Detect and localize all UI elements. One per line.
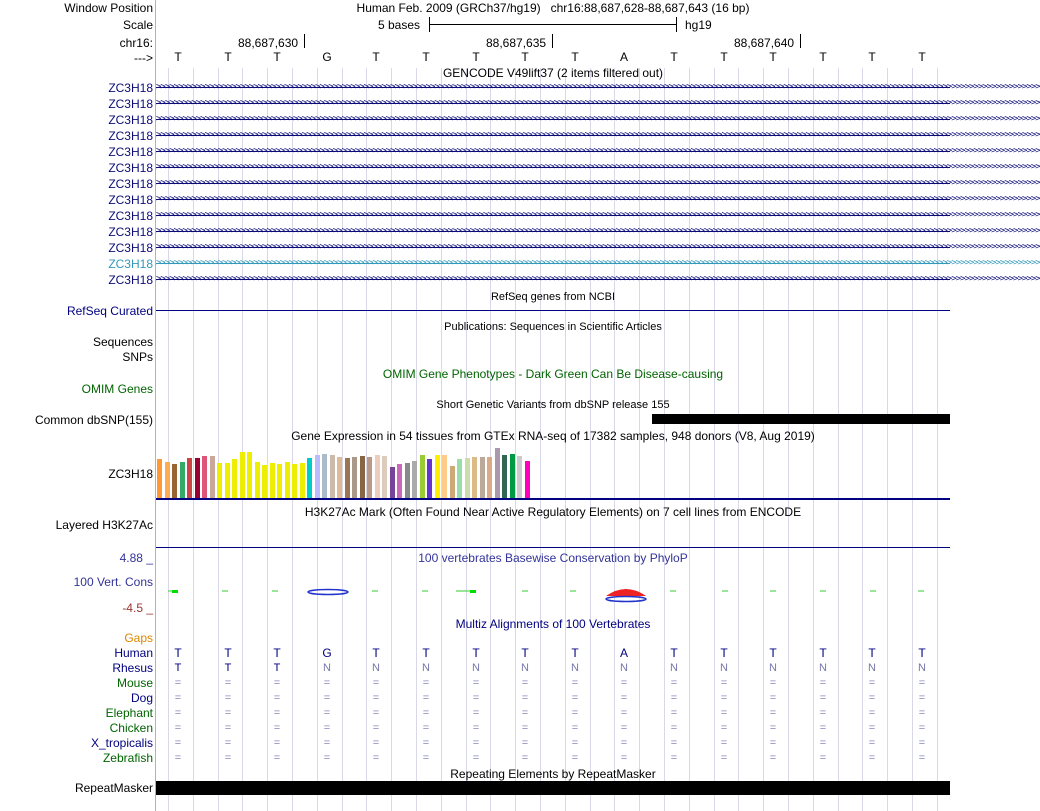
gencode-item-label[interactable]: ZC3H18 — [108, 273, 153, 287]
strand-arrows-icon: >>>>>>>>>>>>>>>>>>>>>>>>>>>>>>>>>>>>>>>>>>>>>>>>>>>>>>>>>>>>>>>>>>>>>>>>>>>>>>>>>>>>>>>>>>>>>>>>>>>>>>>>>>>>>>>>>>>>>>>>>>>>>>>>>>>>>>>>>>>>>>>>>>>>>>>>>>>>>>>>>>>>>>>>>>>>>>>>>>>>>>>>>>>>>>>>>>>>>>>> — [156, 130, 1040, 140]
alignment-base: = — [769, 677, 777, 689]
alignment-base: N — [918, 662, 926, 674]
alignment-base: = — [273, 677, 281, 689]
base-letter: G — [322, 50, 332, 64]
gtex-tissue-bar[interactable] — [187, 458, 192, 498]
phylop-peak-2 — [470, 590, 476, 593]
strand-label: ---> — [134, 51, 153, 65]
alignment-base: = — [521, 707, 529, 719]
strand-arrows-icon: >>>>>>>>>>>>>>>>>>>>>>>>>>>>>>>>>>>>>>>>>>>>>>>>>>>>>>>>>>>>>>>>>>>>>>>>>>>>>>>>>>>>>>>>>>>>>>>>>>>>>>>>>>>>>>>>>>>>>>>>>>>>>>>>>>>>>>>>>>>>>>>>>>>>>>>>>>>>>>>>>>>>>>>>>>>>>>>>>>>>>>>>>>>>>>>>>>>>>>>> — [156, 82, 1040, 92]
base-letter: A — [619, 50, 628, 64]
gtex-tissue-bar[interactable] — [232, 459, 237, 498]
alignment-base: N — [571, 662, 579, 674]
scale-assembly: hg19 — [685, 18, 712, 32]
dbsnp-track-title: Short Genetic Variants from dbSNP release 155 — [436, 399, 670, 411]
alignment-base: T — [720, 646, 728, 660]
gtex-tissue-bar[interactable] — [225, 463, 230, 498]
alignment-base: = — [472, 707, 480, 719]
h3k27ac-track-label[interactable]: Layered H3K27Ac — [55, 518, 153, 532]
alignment-base: = — [819, 707, 827, 719]
gtex-tissue-bar[interactable] — [172, 464, 177, 498]
multiz-species-label[interactable]: Dog — [130, 691, 153, 705]
base-letter: T — [868, 50, 876, 64]
base-letter: T — [918, 50, 926, 64]
alignment-base: = — [670, 722, 678, 734]
phylop-track-title: 100 vertebrates Basewise Conservation by PhyloP — [418, 551, 688, 565]
gtex-tissue-bar[interactable] — [285, 462, 290, 498]
gtex-tissue-bar[interactable] — [420, 455, 425, 498]
gtex-tissue-bar[interactable] — [412, 461, 417, 498]
alignment-base: = — [868, 692, 876, 704]
scale-bar-right-tick — [676, 17, 677, 32]
strand-arrows-icon: >>>>>>>>>>>>>>>>>>>>>>>>>>>>>>>>>>>>>>>>>>>>>>>>>>>>>>>>>>>>>>>>>>>>>>>>>>>>>>>>>>>>>>>>>>>>>>>>>>>>>>>>>>>>>>>>>>>>>>>>>>>>>>>>>>>>>>>>>>>>>>>>>>>>>>>>>>>>>>>>>>>>>>>>>>>>>>>>>>>>>>>>>>>>>>>>>>>>>>>> — [156, 274, 1040, 284]
gtex-tissue-bar[interactable] — [202, 456, 207, 498]
coord-tick-mark-2 — [552, 34, 553, 48]
alignment-base: = — [720, 752, 728, 764]
alignment-base: T — [224, 662, 232, 674]
strand-arrows-icon: >>>>>>>>>>>>>>>>>>>>>>>>>>>>>>>>>>>>>>>>>>>>>>>>>>>>>>>>>>>>>>>>>>>>>>>>>>>>>>>>>>>>>>>>>>>>>>>>>>>>>>>>>>>>>>>>>>>>>>>>>>>>>>>>>>>>>>>>>>>>>>>>>>>>>>>>>>>>>>>>>>>>>>>>>>>>>>>>>>>>>>>>>>>>>>>>>>>>>>>> — [156, 146, 1040, 156]
gencode-transcript[interactable] — [156, 112, 1040, 128]
alignment-base: = — [521, 722, 529, 734]
gtex-tissue-bar[interactable] — [390, 467, 395, 498]
alignment-base: = — [720, 707, 728, 719]
gencode-item-label[interactable]: ZC3H18 — [108, 145, 153, 159]
dbsnp-track-label[interactable]: Common dbSNP(155) — [34, 413, 153, 427]
strand-arrows-icon: >>>>>>>>>>>>>>>>>>>>>>>>>>>>>>>>>>>>>>>>>>>>>>>>>>>>>>>>>>>>>>>>>>>>>>>>>>>>>>>>>>>>>>>>>>>>>>>>>>>>>>>>>>>>>>>>>>>>>>>>>>>>>>>>>>>>>>>>>>>>>>>>>>>>>>>>>>>>>>>>>>>>>>>>>>>>>>>>>>>>>>>>>>>>>>>>>>>>>>>> — [156, 162, 1040, 172]
base-letter: T — [224, 50, 232, 64]
gtex-tissue-bar[interactable] — [510, 454, 515, 498]
alignment-base: T — [819, 646, 827, 660]
base-letter: T — [372, 50, 380, 64]
multiz-species-label[interactable]: X_tropicalis — [90, 736, 153, 750]
alignment-base: = — [769, 722, 777, 734]
alignment-base: = — [174, 737, 182, 749]
omim-track-title: OMIM Gene Phenotypes - Dark Green Can Be Disease-causing — [382, 367, 724, 381]
phylop-g-logo — [308, 590, 348, 595]
alignment-base: = — [372, 677, 380, 689]
refseq-track-label[interactable]: RefSeq Curated — [66, 304, 153, 318]
alignment-base: N — [720, 662, 728, 674]
alignment-base: T — [273, 646, 281, 660]
repeatmasker-track-label[interactable]: RepeatMasker — [74, 781, 153, 795]
alignment-base: = — [422, 737, 430, 749]
alignment-base: = — [521, 692, 529, 704]
gencode-item-label[interactable]: ZC3H18 — [108, 129, 153, 143]
gtex-tissue-bar[interactable] — [255, 462, 260, 498]
multiz-species-label[interactable]: Mouse — [116, 676, 153, 690]
alignment-base: = — [819, 737, 827, 749]
gencode-transcript[interactable] — [156, 160, 1040, 176]
gencode-transcript[interactable] — [156, 128, 1040, 144]
alignment-base: = — [273, 707, 281, 719]
strand-arrows-icon: >>>>>>>>>>>>>>>>>>>>>>>>>>>>>>>>>>>>>>>>>>>>>>>>>>>>>>>>>>>>>>>>>>>>>>>>>>>>>>>>>>>>>>>>>>>>>>>>>>>>>>>>>>>>>>>>>>>>>>>>>>>>>>>>>>>>>>>>>>>>>>>>>>>>>>>>>>>>>>>>>>>>>>>>>>>>>>>>>>>>>>>>>>>>>>>>>>>>>>>> — [156, 114, 1040, 124]
gtex-tissue-bar[interactable] — [375, 455, 380, 498]
base-letter: T — [571, 50, 579, 64]
gencode-transcript[interactable] — [156, 208, 1040, 224]
alignment-base: = — [273, 737, 281, 749]
gtex-tissue-bar[interactable] — [495, 448, 500, 498]
gtex-tissue-bar[interactable] — [502, 455, 507, 498]
multiz-species-label[interactable]: Zebrafish — [102, 751, 153, 765]
alignment-base: = — [174, 722, 182, 734]
alignment-base: = — [620, 692, 628, 704]
gtex-baseline — [156, 498, 950, 500]
gtex-tissue-bar[interactable] — [292, 464, 297, 498]
gtex-tissue-bar[interactable] — [517, 456, 522, 498]
alignment-base: = — [620, 677, 628, 689]
gtex-tissue-bar[interactable] — [427, 459, 432, 498]
gtex-tissue-bar[interactable] — [450, 466, 455, 498]
gencode-transcript[interactable] — [156, 272, 1040, 288]
alignment-base: = — [224, 677, 232, 689]
alignment-base: = — [868, 722, 876, 734]
gtex-tissue-bar[interactable] — [195, 458, 200, 498]
strand-arrows-icon: >>>>>>>>>>>>>>>>>>>>>>>>>>>>>>>>>>>>>>>>>>>>>>>>>>>>>>>>>>>>>>>>>>>>>>>>>>>>>>>>>>>>>>>>>>>>>>>>>>>>>>>>>>>>>>>>>>>>>>>>>>>>>>>>>>>>>>>>>>>>>>>>>>>>>>>>>>>>>>>>>>>>>>>>>>>>>>>>>>>>>>>>>>>>>>>>>>>>>>>> — [156, 210, 1040, 220]
multiz-species-label[interactable]: Elephant — [105, 706, 153, 720]
alignment-base: = — [224, 692, 232, 704]
base-letter: T — [521, 50, 529, 64]
alignment-base: T — [918, 646, 926, 660]
alignment-base: T — [372, 646, 380, 660]
strand-arrows-icon: >>>>>>>>>>>>>>>>>>>>>>>>>>>>>>>>>>>>>>>>>>>>>>>>>>>>>>>>>>>>>>>>>>>>>>>>>>>>>>>>>>>>>>>>>>>>>>>>>>>>>>>>>>>>>>>>>>>>>>>>>>>>>>>>>>>>>>>>>>>>>>>>>>>>>>>>>>>>>>>>>>>>>>>>>>>>>>>>>>>>>>>>>>>>>>>>>>>>>>>> — [156, 194, 1040, 204]
gtex-tissue-bar[interactable] — [217, 463, 222, 498]
alignment-base: N — [472, 662, 480, 674]
alignment-base: = — [323, 677, 331, 689]
alignment-base: = — [819, 692, 827, 704]
alignment-base: = — [670, 677, 678, 689]
coord-tick-mark-3 — [800, 34, 801, 48]
gtex-tissue-bar[interactable] — [360, 456, 365, 498]
omim-track-label[interactable]: OMIM Genes — [81, 382, 153, 396]
gtex-tissue-bar[interactable] — [262, 465, 267, 498]
gtex-tissue-bar[interactable] — [442, 455, 447, 498]
alignment-base: = — [670, 752, 678, 764]
alignment-base: = — [472, 692, 480, 704]
phylop-a-logo-top — [606, 589, 646, 596]
strand-arrows-icon: >>>>>>>>>>>>>>>>>>>>>>>>>>>>>>>>>>>>>>>>>>>>>>>>>>>>>>>>>>>>>>>>>>>>>>>>>>>>>>>>>>>>>>>>>>>>>>>>>>>>>>>>>>>>>>>>>>>>>>>>>>>>>>>>>>>>>>>>>>>>>>>>>>>>>>>>>>>>>>>>>>>>>>>>>>>>>>>>>>>>>>>>>>>>>>>>>>>>>>>> — [156, 98, 1040, 108]
alignment-base: A — [619, 646, 628, 660]
refseq-line[interactable] — [156, 310, 950, 311]
alignment-base: = — [174, 692, 182, 704]
gtex-tissue-bar[interactable] — [315, 455, 320, 498]
alignment-base: = — [670, 707, 678, 719]
phylop-plot[interactable] — [156, 582, 950, 606]
gtex-bar-chart[interactable] — [156, 443, 950, 498]
multiz-gaps-label[interactable]: Gaps — [124, 631, 153, 645]
alignment-base: = — [868, 737, 876, 749]
alignment-base: = — [918, 737, 926, 749]
gtex-track-title: Gene Expression in 54 tissues from GTEx RNA-seq of 17382 samples, 948 donors (V8, Aug 2019) — [291, 429, 815, 443]
alignment-base: = — [472, 722, 480, 734]
alignment-base: = — [521, 752, 529, 764]
alignment-base: = — [720, 677, 728, 689]
multiz-species-label[interactable]: Rhesus — [112, 661, 153, 675]
gtex-tissue-bar[interactable] — [277, 464, 282, 498]
alignment-base: = — [918, 752, 926, 764]
gencode-transcript[interactable] — [156, 240, 1040, 256]
gtex-tissue-bar[interactable] — [307, 458, 312, 498]
base-letter: T — [174, 50, 182, 64]
gtex-tissue-bar[interactable] — [525, 461, 530, 498]
alignment-base: T — [521, 646, 529, 660]
gtex-tissue-bar[interactable] — [397, 464, 402, 498]
gtex-tissue-bar[interactable] — [330, 455, 335, 498]
gtex-tissue-bar[interactable] — [352, 457, 357, 498]
alignment-base: = — [918, 707, 926, 719]
alignment-base: = — [422, 692, 430, 704]
scale-label: Scale — [122, 18, 153, 32]
alignment-base: T — [273, 662, 281, 674]
gtex-tissue-bar[interactable] — [210, 456, 215, 498]
alignment-base: = — [819, 722, 827, 734]
alignment-base: = — [521, 737, 529, 749]
h3k27ac-baseline — [156, 547, 950, 548]
gencode-transcript[interactable] — [156, 96, 1040, 112]
gtex-tissue-bar[interactable] — [247, 452, 252, 498]
gencode-item-label[interactable]: ZC3H18 — [108, 81, 153, 95]
alignment-base: N — [769, 662, 777, 674]
gtex-tissue-bar[interactable] — [480, 457, 485, 498]
coord-tick-1: 88,687,630 — [238, 36, 299, 50]
alignment-base: = — [620, 707, 628, 719]
base-letter: T — [819, 50, 827, 64]
alignment-base: = — [868, 707, 876, 719]
base-letter: T — [670, 50, 678, 64]
gencode-item-label[interactable]: ZC3H18 — [108, 177, 153, 191]
alignment-base: = — [224, 707, 232, 719]
gencode-item-label[interactable]: ZC3H18 — [108, 209, 153, 223]
gtex-tissue-bar[interactable] — [367, 457, 372, 498]
gtex-tissue-bar[interactable] — [457, 459, 462, 498]
alignment-base: T — [670, 646, 678, 660]
gtex-tissue-bar[interactable] — [405, 463, 410, 498]
strand-arrows-icon: >>>>>>>>>>>>>>>>>>>>>>>>>>>>>>>>>>>>>>>>>>>>>>>>>>>>>>>>>>>>>>>>>>>>>>>>>>>>>>>>>>>>>>>>>>>>>>>>>>>>>>>>>>>>>>>>>>>>>>>>>>>>>>>>>>>>>>>>>>>>>>>>>>>>>>>>>>>>>>>>>>>>>>>>>>>>>>>>>>>>>>>>>>>>>>>>>>>>>>>> — [156, 258, 1040, 268]
alignment-base: = — [323, 752, 331, 764]
alignment-base: = — [174, 677, 182, 689]
strand-arrows-icon: >>>>>>>>>>>>>>>>>>>>>>>>>>>>>>>>>>>>>>>>>>>>>>>>>>>>>>>>>>>>>>>>>>>>>>>>>>>>>>>>>>>>>>>>>>>>>>>>>>>>>>>>>>>>>>>>>>>>>>>>>>>>>>>>>>>>>>>>>>>>>>>>>>>>>>>>>>>>>>>>>>>>>>>>>>>>>>>>>>>>>>>>>>>>>>>>>>>>>>>> — [156, 242, 1040, 252]
gencode-transcript[interactable] — [156, 192, 1040, 208]
gtex-tissue-bar[interactable] — [382, 456, 387, 498]
alignment-base: = — [620, 737, 628, 749]
gtex-tissue-bar[interactable] — [337, 457, 342, 498]
alignment-base: = — [472, 677, 480, 689]
multiz-species-label[interactable]: Chicken — [109, 721, 153, 735]
alignment-base: = — [323, 722, 331, 734]
alignment-base: = — [670, 737, 678, 749]
alignment-base: T — [422, 646, 430, 660]
gtex-tissue-bar[interactable] — [345, 458, 350, 498]
alignment-base: = — [372, 707, 380, 719]
gtex-tissue-bar[interactable] — [487, 457, 492, 498]
window-position-label: Window Position — [64, 1, 153, 15]
gencode-item-label[interactable]: ZC3H18 — [108, 97, 153, 111]
strand-arrows-icon: >>>>>>>>>>>>>>>>>>>>>>>>>>>>>>>>>>>>>>>>>>>>>>>>>>>>>>>>>>>>>>>>>>>>>>>>>>>>>>>>>>>>>>>>>>>>>>>>>>>>>>>>>>>>>>>>>>>>>>>>>>>>>>>>>>>>>>>>>>>>>>>>>>>>>>>>>>>>>>>>>>>>>>>>>>>>>>>>>>>>>>>>>>>>>>>>>>>>>>>> — [156, 226, 1040, 236]
gencode-transcript[interactable] — [156, 176, 1040, 192]
gtex-tissue-bar[interactable] — [435, 455, 440, 498]
gencode-item-label[interactable]: ZC3H18 — [108, 257, 153, 271]
gtex-tissue-bar[interactable] — [465, 458, 470, 498]
alignment-base: = — [571, 677, 579, 689]
alignment-base: = — [769, 737, 777, 749]
gencode-item-label[interactable]: ZC3H18 — [108, 241, 153, 255]
alignment-base: = — [620, 752, 628, 764]
alignment-base: = — [422, 677, 430, 689]
alignment-base: = — [273, 692, 281, 704]
alignment-base: = — [571, 737, 579, 749]
gtex-tissue-bar[interactable] — [240, 452, 245, 498]
alignment-base: = — [571, 722, 579, 734]
gencode-transcript[interactable] — [156, 256, 1040, 272]
snps-track-label[interactable]: SNPs — [122, 350, 153, 364]
alignment-base: = — [918, 722, 926, 734]
alignment-base: = — [372, 737, 380, 749]
alignment-base: N — [819, 662, 827, 674]
gtex-tissue-bar[interactable] — [157, 459, 162, 498]
gtex-tissue-bar[interactable] — [322, 454, 327, 498]
gtex-tissue-bar[interactable] — [472, 457, 477, 498]
gencode-item-label[interactable]: ZC3H18 — [108, 113, 153, 127]
alignment-base: = — [174, 752, 182, 764]
gtex-tissue-bar[interactable] — [270, 463, 275, 498]
multiz-track-title: Multiz Alignments of 100 Vertebrates — [455, 617, 651, 631]
phylop-min-label: -4.5 _ — [122, 601, 153, 615]
alignment-base: = — [868, 752, 876, 764]
phylop-max-label: 4.88 _ — [119, 551, 153, 565]
alignment-base: = — [918, 677, 926, 689]
alignment-base: = — [224, 737, 232, 749]
alignment-base: T — [224, 646, 232, 660]
sequences-track-label[interactable]: Sequences — [92, 335, 153, 349]
phylop-peak-1 — [172, 590, 178, 593]
alignment-base: N — [521, 662, 529, 674]
dbsnp-feature[interactable] — [652, 414, 950, 424]
phylop-a-logo-bottom — [606, 597, 646, 602]
alignment-base: = — [372, 752, 380, 764]
alignment-base: = — [769, 752, 777, 764]
gtex-tissue-bar[interactable] — [165, 462, 170, 498]
alignment-base: = — [720, 722, 728, 734]
alignment-base: G — [322, 646, 332, 660]
h3k27ac-track-title: H3K27Ac Mark (Often Found Near Active Regulatory Elements) on 7 cell lines from ENCODE — [304, 505, 802, 519]
base-letter: T — [769, 50, 777, 64]
gtex-track-label[interactable]: ZC3H18 — [108, 467, 153, 481]
alignment-base: = — [819, 752, 827, 764]
alignment-base: T — [769, 646, 777, 660]
gencode-transcript[interactable] — [156, 224, 1040, 240]
alignment-base: T — [174, 646, 182, 660]
alignment-base: = — [670, 692, 678, 704]
publications-track-title: Publications: Sequences in Scientific Articles — [444, 321, 662, 333]
repeatmasker-feature[interactable] — [156, 781, 950, 795]
alignment-base: = — [323, 707, 331, 719]
alignment-base: = — [273, 752, 281, 764]
alignment-base: = — [769, 692, 777, 704]
multiz-species-label[interactable]: Human — [114, 646, 153, 660]
alignment-base: = — [720, 692, 728, 704]
alignment-base: = — [819, 677, 827, 689]
coord-tick-3: 88,687,640 — [734, 36, 795, 50]
alignment-base: = — [323, 692, 331, 704]
gencode-item-label[interactable]: ZC3H18 — [108, 193, 153, 207]
gencode-transcript[interactable] — [156, 144, 1040, 160]
scale-bar — [429, 24, 677, 25]
alignment-base: = — [422, 707, 430, 719]
alignment-base: = — [571, 752, 579, 764]
window-position-value: Human Feb. 2009 (GRCh37/hg19) chr16:88,687,628-88,687,643 (16 bp) — [356, 1, 750, 15]
strand-arrows-icon: >>>>>>>>>>>>>>>>>>>>>>>>>>>>>>>>>>>>>>>>>>>>>>>>>>>>>>>>>>>>>>>>>>>>>>>>>>>>>>>>>>>>>>>>>>>>>>>>>>>>>>>>>>>>>>>>>>>>>>>>>>>>>>>>>>>>>>>>>>>>>>>>>>>>>>>>>>>>>>>>>>>>>>>>>>>>>>>>>>>>>>>>>>>>>>>>>>>>>>>> — [156, 178, 1040, 188]
alignment-base: = — [868, 677, 876, 689]
gencode-transcript[interactable] — [156, 80, 1040, 96]
repeatmasker-track-title: Repeating Elements by RepeatMasker — [450, 767, 656, 781]
chrom-label: chr16: — [119, 36, 153, 50]
alignment-base: = — [174, 707, 182, 719]
gtex-tissue-bar[interactable] — [300, 463, 305, 498]
gencode-track-title: GENCODE V49lift37 (2 items filtered out) — [442, 66, 664, 80]
alignment-base: = — [720, 737, 728, 749]
base-letter: T — [472, 50, 480, 64]
alignment-base: N — [323, 662, 331, 674]
coord-tick-mark-1 — [304, 34, 305, 48]
alignment-base: = — [224, 722, 232, 734]
alignment-base: N — [620, 662, 628, 674]
alignment-base: T — [868, 646, 876, 660]
alignment-base: N — [670, 662, 678, 674]
alignment-base: = — [422, 752, 430, 764]
alignment-base: T — [174, 662, 182, 674]
alignment-base: = — [372, 722, 380, 734]
gencode-item-label[interactable]: ZC3H18 — [108, 225, 153, 239]
alignment-base: = — [521, 677, 529, 689]
alignment-base: N — [868, 662, 876, 674]
alignment-base: N — [422, 662, 430, 674]
refseq-track-title: RefSeq genes from NCBI — [490, 291, 616, 303]
alignment-base: = — [620, 722, 628, 734]
base-letter: T — [720, 50, 728, 64]
alignment-base: = — [224, 752, 232, 764]
gtex-tissue-bar[interactable] — [180, 462, 185, 498]
phylop-track-label[interactable]: 100 Vert. Cons — [73, 575, 153, 589]
gencode-item-label[interactable]: ZC3H18 — [108, 161, 153, 175]
alignment-base: = — [769, 707, 777, 719]
scale-text: 5 bases — [378, 18, 421, 32]
base-letter: T — [422, 50, 430, 64]
scale-bar-left-tick — [429, 17, 430, 32]
alignment-base: = — [571, 692, 579, 704]
alignment-base: = — [571, 707, 579, 719]
alignment-base: T — [571, 646, 579, 660]
base-letter: T — [273, 50, 281, 64]
alignment-base: = — [472, 752, 480, 764]
alignment-base: = — [273, 722, 281, 734]
alignment-base: = — [918, 692, 926, 704]
alignment-base: = — [372, 692, 380, 704]
alignment-base: = — [323, 737, 331, 749]
alignment-base: = — [472, 737, 480, 749]
alignment-base: N — [372, 662, 380, 674]
alignment-base: = — [422, 722, 430, 734]
coord-tick-2: 88,687,635 — [486, 36, 547, 50]
alignment-base: T — [472, 646, 480, 660]
